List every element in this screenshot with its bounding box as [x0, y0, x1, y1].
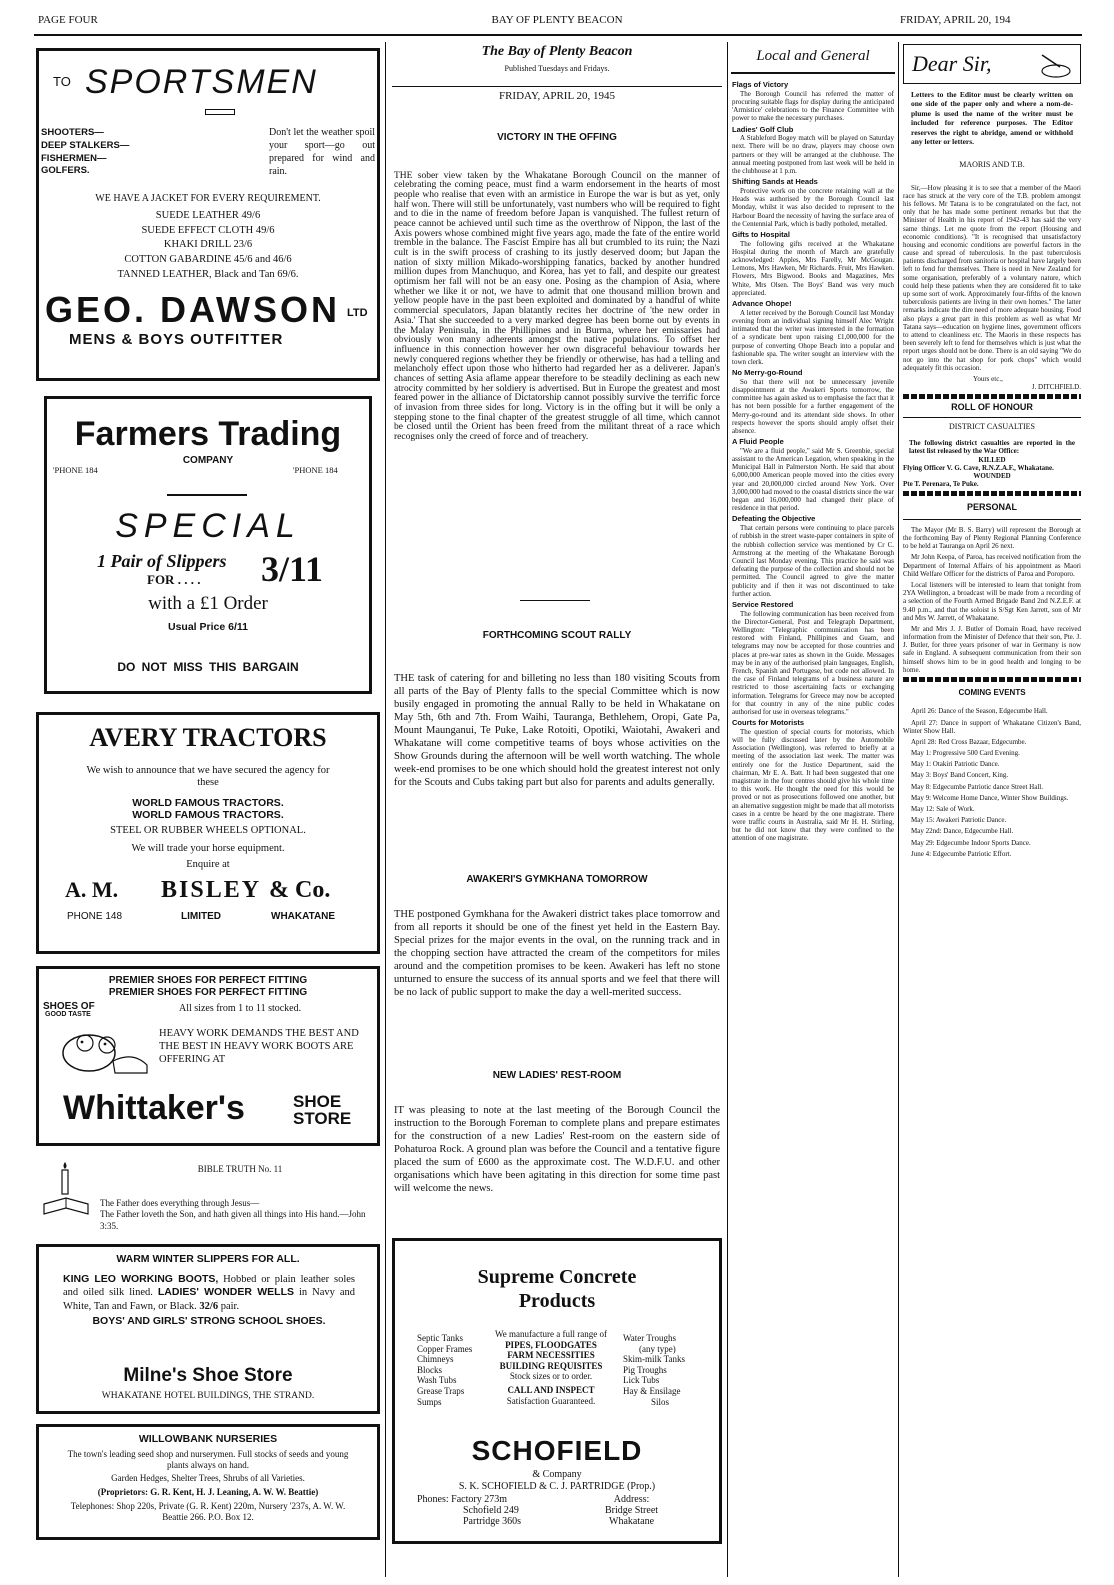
news-item: Flags of Victory The Borough Council has referred the matter of procuring suitable flags for display during the anticipated 'Armistice' celebrations to the Finance Committee with power to make the necessary purchases.: [732, 80, 894, 123]
event-item: April 26: Dance of the Season, Edgecumbe Hall.: [911, 707, 1048, 716]
news-item: Courts for Motorists The question of special courts for motorists, which will be fully discussed later by the Automobile Association (Wellington), was referred to briefly at a meeting of the association last week. The matter was entirely one for the Justice Department, said the chairman, Mr E. A. Batt. It had been suggested that one magistrate in the four centres should give his whole time to this work. He thought the need for this would be proved or not as prosecutions followed one another, but an alternative suggestion might be made that all motorists cases in a centre be heard by the one magistrate. There were traffic courts in Australia, said Mr H. H. Stirling, but he did not know that they were confined to the attention of one magistrate.: [732, 718, 894, 843]
personal-title: PERSONAL: [966, 502, 1017, 513]
event-item: April 27: Dance in support of Whakatane Citizen's Band, Winter Show Hall.: [903, 718, 1081, 735]
event-item: May 29: Edgecumbe Indoor Sports Dance.: [911, 838, 1031, 847]
ornament-icon: [205, 109, 235, 115]
right-column: Dear Sir, Letters to the Editor must be clearly written on one side of the paper only and where a nom-de-plume is used the name of the writer must be included for reference purposes. The Editor reserves the right to abridge, amend or withhold any letter or letters. MAORIS AND T.B. Sir,—How pleasing it is to see that a member of the Maori race has struck at the very core of the T.B. problem amongst his fellows. Mr Tatana is to be congratulated on the fact, not only that he has made some pertinent remarks but that the Minister of Health in his report of 1942-43 has said the very same things. Let me quote from the report (Housing and economic conditions). "It is recognised that unsatisfactory housing and economic conditions are powerful factors in the cause and spread of tuberculosis. In the past tuberculosis patients discharged from sanitoria or hospital have largely been left to fend for themselves. There is need in New Zealand for some organisation, preferably of a voluntary nature, which could help these patients when they are considered fit to take up some sort of work. Approximately four-fifths of the known tuberculosis patients are living in their own homes." The latter remarks indicate the dire need of more adequate housing. Food also plays a great part in this problem as well as what Mr Tatana says—education on hygiene lines, government officers to attend to cleanliness etc. The Maoris in these respects has been severely left to fend for themselves which is just what the report urges should not be done. There is an old saying "We do not go into the hat shop for pork chops" which would adequately fit this occasion. Yours etc., J. DITCHFIELD. ROLL OF HONOUR DISTRICT CASUALTIES The following district casualties are reported in the latest list released by the War Office: KILLED Flying Officer V. G. Cave, R.N.Z.A.F., Whakatane. WOUNDED Pte T. Perenara, Te Puke. PERSONAL The Mayor (Mr B. S. Barry) will represent the Borough at the forthcoming Bay of Plenty Regional Planning Conference to be held at Tauranga on April 26 next. Mr John Keepa, of Paroa, has received notification from the Department of Internal Affairs of his appointment as Maori Child Welfare Officer for the districts of Paroa and Poroporo. Local listeners will be interested to learn that tonight from 2YA Wellington, a broadcast will be made from a recording of a selection of the Fourth Armed Brigade Band 2nd N.Z.E.F. at 9.40 p.m., and that the soloist is S/Sgt Ken Jarrett, son of Mr and Mrs W. Jarrett, of Whakatane. Mr and Mrs J. J. Butler of Domain Road, have received information from the Minister of Defence that their son, Pte. J. J. Butler, for three years prisoner of war in Germany is now safe in England. A subsequent communication from their son himself shows him to be in good health and longing to be home. COMING EVENTS April 26: Dance of the Season, Edgecumbe Hall. April 27: Dance in support of Whakatane Citizen's Band, Winter Show Hall. April 28: Red Cross Bazaar, Edgecumbe. May 1: Progressive 500 Card Evening. May 1: Otakiri Patriotic Dance. May 3: Boys' Band Concert, King. May 8: Edgecumbe Patriotic dance Street Hall. May 9: Welcome Home Dance, Winter Show Buildings. May 12: Sale of Work. May 15: Awakeri Patriotic Dance. May 22nd: Dance, Edgecumbe Hall. May 29: Edgecumbe Indoor Sports Dance. June 4: Edgecumbe Patriotic Effort.: [903, 44, 1081, 1544]
header-rule: [34, 34, 1082, 36]
brand-name: GEO. DAWSON: [45, 289, 341, 330]
event-item: May 1: Progressive 500 Card Evening.: [911, 749, 1020, 758]
personal-item: The Mayor (Mr B. S. Barry) will represent the Borough at the forthcoming Bay of Plenty Regional Planning Conference to be held at Tauranga on April 26 next.: [903, 525, 1081, 551]
article-body: THE sober view taken by the Whakatane Borough Council on the manner of celebrating the coming peace, must find a warm endorsement in the hearts of most people who realise that even with an armistice in Europe the war is but as yet, only half won. There will still be unfortunately, vast numbers who will be required to fight and to die in the name of freedom before Japan is vanquished. The fullest return of peace cannot be achieved until such time as the overthrow of Nippon, the last of the Axis powers whose combined might five years ago, made the fate of the entire world tremble in the balance. The Fascist Empire has all but crumbled to its ruin; the Nazi cult is in the swift process of crashing to its justly deserved doom; but Japan the nation of sixty million Mikado-worshipping fanatics, backed by another hundred million dupes from Manchuquo, and Korea, has yet to fall, and despite our greatest optimism her fall will not be an easy one. Posing as the champion of Asia, where whether we like it or not, we have to admit that one thousand million brown and yellow people have in the past been exploited and dominated by a handful of white commercial speculators, Japan blatantly recites her doctrine of 'the new order in Asia.' That she succeeded to a very marked degree has been borne out by events in the Malay Peninsula, in the Phillipines and in Burma, where her emissaries had obviously won many adherents amongst the native populations. To offset her influence in this connection however her own disgraceful behaviour towards her newly conquered regions whether they be friendly or otherwise, has had a telling and melancholy effect upon those who hitherto had regarded her as a deliverer. Japan's chances of setting Asia aflame appear therefore to be steadily declining as each new atrocity committed by her soldiery is advertised. But in Europe the greatest and most feared power in the alliance of Dictatorship cannot possibly survive the terrific force of invasion from three sides for long. Victory is in the offing but it will be only a stepping stone to the final chapter of the greatest struggle of all time, which cannot be closed until the Orient has been freed from the militant threat of a race which recognises only the creed of force and of treachery.: [394, 170, 720, 443]
ad-price: 3/11: [261, 549, 324, 589]
event-item: May 12: Sale of Work.: [911, 805, 975, 814]
article-headline: VICTORY IN THE OFFING: [497, 132, 617, 143]
ad-willowbank: WILLOWBANK NURSERIES The town's leading seed shop and nurserymen. Full stocks of seeds and young plants always on hand. Garden Hedges, Shelter Trees, Shrubs of all Varieties. (Proprietors: G. R. Kent, H. J. Leaning, A. W. W. Beattie) Telephones: Shop 220s, Private (G. R. Kent) 220m, Nursery '237s, A. W. W. Beattie 266. P.O. Box 12.: [36, 1424, 380, 1540]
personal-item: Local listeners will be interested to learn that tonight from 2YA Wellington, a broadcast will be made from a recording of a selection of the Fourth Armed Brigade Band 2nd N.Z.E.F. at 9.40 p.m., and that the soloist is S/Sgt Ken Jarrett, son of Mr and Mrs W. Jarrett, of Whakatane.: [903, 580, 1081, 622]
letters-note: Letters to the Editor must be clearly written on one side of the paper only and where a nom-de-plume is used the name of the writer must be included for reference purposes. The Editor reserves the right to abridge, amend or withhold any letter or letters.: [911, 90, 1073, 146]
news-item: Defeating the Objective That certain persons were continuing to place parcels of rubbish in the street waste-paper containers in spite of the rubbish collection service was mentioned by Cr C. Armstrong at the meeting of the Whakatane Borough Council last Monday evening. This practice he said was defeating the purpose of the collection and should not be permitted. The Council agreed to give the matter publicity and if then it was not discontinued to take further action.: [732, 514, 894, 598]
column-divider: [727, 42, 728, 1577]
article-body: THE postponed Gymkhana for the Awakeri district takes place tomorrow and from all reports it should be one of the finest yet held in the Eastern Bay. Special prizes for the major events in the oval, on the running track and in the chopping section have attracted the cream of the competitors for miles around and the competition promises to be keen. Awakeri has left no stone unturned to ensure the success of its annual sports and we feel that there will be no lack of public support to make the day a well-merited success.: [394, 909, 720, 999]
ad-to: TO: [53, 74, 71, 89]
news-item: Gifts to Hospital The following gifts received at the Whakatane Hospital during the month of March are gratefully acknowledged: Apples, Mrs Farelly, Mr McGougan. Lemons, Mrs Hawken, Mr Richards. Fruit, Mrs Hawken. Flowers, Mrs Bigwood. Books and Magazines, Mrs White, Mrs Olsen. The Boys' Band was very much appreciated.: [732, 229, 894, 297]
ad-brand: SCHOFIELD: [471, 1435, 643, 1466]
product-list: Water Troughs (any type) Skim-milk Tanks Pig Troughs Lick Tubs Hay & Ensilage Silos: [623, 1333, 685, 1407]
ad-jacket: WE HAVE A JACKET FOR EVERY REQUIREMENT.: [95, 193, 321, 204]
ad-concrete: Supreme Concrete Products Septic Tanks Copper Frames Chimneys Blocks Wash Tubs Grease Traps Sumps We manufacture a full range of PIPES, FLOODGATES FARM NECESSITIES BUILDING REQUISITES Stock sizes or to order. CALL AND INSPECT Satisfaction Guaranteed. Water Troughs (any type) Skim-milk Tanks Pig Troughs Lick Tubs Hay & Ensilage Silos SCHOFIELD & Company S. K. SCHOFIELD & C. J. PARTRIDGE (Prop.) Phones: Factory 273m Schofield 249 Partridge 360s Address: Bridge Street Whakatane: [392, 1238, 722, 1544]
personal-item: Mr John Keepa, of Paroa, has received notification from the Department of Internal Affairs of his appointment as Maori Child Welfare Officer for the districts of Paroa and Poroporo.: [903, 553, 1081, 578]
article-headline: FORTHCOMING SCOUT RALLY: [482, 630, 632, 641]
ad-brand: Whittaker's: [63, 1089, 245, 1127]
ad-title: AVERY TRACTORS: [89, 723, 327, 752]
events-title: COMING EVENTS: [958, 688, 1026, 697]
page-header: [0, 6, 1114, 34]
event-item: April 28: Red Cross Bazaar, Edgecumbe.: [911, 737, 1027, 746]
news-item: A Fluid People "We are a fluid people," said Mr S. Greenbie, special assistant to the American Legation, when speaking in the Municipal Hall in Palmerston North. He said that about 6,000,000 American people moved into the cities every year and 20,000,000 circled around New York. Over 3,000,000 had moved to the coastal districts since the war began and 16,000,000 had changed their place of residence in that period.: [732, 437, 894, 513]
event-item: May 1: Otakiri Patriotic Dance.: [911, 760, 1000, 769]
divider: [167, 494, 247, 496]
news-item: Service Restored The following communication has been received from the Director-General, Post and Telegraph Department, Wellington: "Telegraphic communication has been restored with Finland, Phillipines and Guam, and telegrams may now be accepted for those countries and places at pre-war rates as shown in the Guide. Messages may be in any of the authorised plain languages, English, French, Spanish and Portugese, but code not allowed. In the case of Finland telegrams of a business nature are restricted to those ascertaining facts or exchanging information. Telegrams for Greece may now be accepted for that country in any of the nine public codes authorised for use in overseas telegrams.": [732, 599, 894, 716]
price-list: SUEDE LEATHER 49/6 SUEDE EFFECT CLOTH 49/6 KHAKI DRILL 23/6 COTTON GABARDINE 45/6 and 46/6 TANNED LEATHER, Black and Tan 69/6.: [117, 210, 299, 280]
news-item: Shifting Sands at Heads Protective work on the concrete retaining wall at the Heads was authorised by the Borough Council last Monday, whilst it was also decided to represent to the Harbour Board the necessity of having the surface area of the Centennial Park, which is badly potholed, metalled.: [732, 177, 894, 228]
local-news-list: [732, 78, 894, 1548]
ad-whittakers: PREMIER SHOES FOR PERFECT FITTING PREMIER SHOES FOR PERFECT FITTING SHOES OF GOOD TASTE All sizes from 1 to 11 stocked. HEAVY WORK DEMANDS THE BEST AND THE BEST IN HEAVY WORK BOOTS ARE OFFERING AT Whittaker's SHOE STORE: [36, 966, 380, 1146]
section-title: Local and General: [756, 48, 870, 64]
letter-body: Sir,—How pleasing it is to see that a member of the Maori race has struck at the very core of the T.B. problem amongst his fellows. Mr Tatana is to be congratulated on the fact, not only that he has made some pertinent remarks but that the Minister of Health in his report of 1942-43 has said the very same things. Let me quote from the report (Housing and economic conditions). "It is recognised that unsatisfactory housing and economic conditions are powerful factors in the cause and spread of tuberculosis. In the past tuberculosis patients discharged from sanitoria or hospital have largely been left to fend for themselves. There is need in New Zealand for some organisation, preferably of a voluntary nature, which could help these patients when they are considered fit to take up some sort of work. Approximately four-fifths of the known tuberculosis patients are living in their own homes." The latter remarks indicate the dire need of more adequate housing. Food also plays a great part in this problem as well as what Mr Tatana says—education on hygiene lines, government officers to attend to cleanliness etc. The Maoris in these respects has been severely left to fend for themselves which is just what the report urges should not be done. There is an old saying "We do not go into the hat shop for pork chops" which would adequately fit this occasion.: [903, 183, 1081, 372]
column-divider: [898, 42, 899, 1577]
bible-title: BIBLE TRUTH No. 11: [197, 1164, 283, 1174]
news-item: Advance Ohope! A letter received by the Borough Council last Monday evening from an individual signing himself Alec Wright intimated that the writer was interested in the formation of a syndicate bent upon raising £1,000,000 for the purpose of converting Ohope Beach into a popular and fashionable spa. The writer sought an interview with the town clerk.: [732, 299, 894, 366]
inkpot-pen-icon: [1034, 51, 1074, 79]
ad-title: Farmers Trading: [74, 415, 342, 453]
ad-avery-tractors: AVERY TRACTORS We wish to announce that we have secured the agency for these WORLD FAMOUS TRACTORS. WORLD FAMOUS TRACTORS. STEEL OR RUBBER WHEELS OPTIONAL. We will trade your horse equipment. Enquire at A. M. BISLEY & Co. PHONE 148 LIMITED WHAKATANE: [36, 712, 380, 954]
personal-item: Mr and Mrs J. J. Butler of Domain Road, have received information from the Minister of Defence that their son, Pte. J. J. Butler, for three years prisoner of war in Germany is now safe in England. A subsequent communication from their son himself shows him to be in good health and longing to be home.: [903, 624, 1081, 674]
event-item: May 9: Welcome Home Dance, Winter Show Buildings.: [911, 793, 1069, 802]
issue-date: FRIDAY, APRIL 20, 194: [900, 14, 1011, 26]
dogs-with-shoe-icon: [55, 1021, 155, 1077]
ad-pitch: Don't let the weather spoil your sport—go out prepared for wind and rain.: [269, 127, 375, 177]
news-item: No Merry-go-Round So that there will not be unnecessary juvenile disappointment at the Awakeri Sports tomorrow, the committee has again asked us to emphasise the fact that it has not been possible for a further engagement of the Merry-go-round and its attendant side shows. In other respects however the sports should amply offset their absence.: [732, 368, 894, 435]
event-item: May 15: Awakeri Patriotic Dance.: [911, 816, 1007, 825]
masthead-title: The Bay of Plenty Beacon: [481, 44, 633, 59]
article-body: IT was pleasing to note at the last meeting of the Borough Council the instruction to the Borough Foreman to complete plans and prepare estimates for the construction of a new Ladies' Rest-room on the eastern side of Pohaturoa Rock. A ground plan was before the Council and a tentative figure placed the sum of £600 as the approximate cost. The W.D.F.U. and other organisations which have been agitating in this direction for some time past will welcome the news.: [394, 1105, 720, 1195]
roll-title: ROLL OF HONOUR: [951, 402, 1033, 413]
article-headline: NEW LADIES' REST-ROOM: [492, 1070, 622, 1081]
ad-brand: BISLEY: [161, 877, 262, 903]
paper-name: BAY OF PLENTY BEACON: [491, 14, 623, 26]
letter-headline: MAORIS AND T.B.: [959, 160, 1025, 170]
article-body: THE task of catering for and billeting no less than 180 visiting Scouts from all parts of the Bay of Plenty falls to the special Committee which is now busily engaged in promoting the annual Rally to be held in Whakatane on May 5th, 6th and 7th. From Waihi, Tauranga, Bethlehem, Oropi, Gate Pa, Mount Maunganui, Te Puke, Lake Rotoiti, Opotiki, Waiotahi, Awakeri and Whakatane will come competitive teams of boys whose activities on the Show Grounds during the afternoon will be well worth watching. The whole week-end promises to be one which should hold the greatest interest not only for the Scouts and Cubs taking part but also for parents and adults generally.: [394, 673, 720, 789]
ad-brand: Milne's Shoe Store: [123, 1365, 293, 1386]
dear-sir-logo: Dear Sir,: [903, 44, 1081, 84]
ad-title: WARM WINTER SLIPPERS FOR ALL.: [116, 1253, 300, 1265]
brand-sub: MENS & BOYS OUTFITTER: [69, 331, 284, 348]
page-number: PAGE FOUR: [38, 14, 98, 26]
event-item: May 8: Edgecumbe Patriotic dance Street Hall.: [911, 782, 1043, 791]
ad-title: Supreme Concrete Products: [477, 1266, 637, 1312]
masthead: The Bay of Plenty Beacon Published Tuesdays and Fridays.: [392, 44, 722, 84]
masthead-date: FRIDAY, APRIL 20, 1945: [498, 90, 616, 102]
sport-list: SHOOTERS— DEEP STALKERS— FISHERMEN— GOLFERS.: [41, 127, 130, 177]
ad-sportsmen: TO SPORTSMEN SHOOTERS— DEEP STALKERS— FISHERMEN— GOLFERS. Don't let the weather spoil your sport—go out prepared for wind and rain. WE HAVE A JACKET FOR EVERY REQUIREMENT. SUEDE LEATHER 49/6 SUEDE EFFECT CLOTH 49/6 KHAKI DRILL 23/6 COTTON GABARDINE 45/6 and 46/6 TANNED LEATHER, Black and Tan 69/6. GEO. DAWSON LTD MENS & BOYS OUTFITTER: [36, 48, 380, 381]
event-item: May 22nd: Dance, Edgecumbe Hall.: [911, 827, 1014, 836]
ad-title: WILLOWBANK NURSERIES: [138, 1433, 278, 1445]
editorial-victory: [394, 124, 720, 579]
ad-milnes: WARM WINTER SLIPPERS FOR ALL. KING LEO WORKING BOOTS, Hobbed or plain leather soles and oiled silk lined. LADIES' WONDER WELLS in Navy and White, Tan and Fawn, or Black. 32/6 pair. BOYS' AND GIRLS' STRONG SCHOOL SHOES. Milne's Shoe Store WHAKATANE HOTEL BUILDINGS, THE STRAND.: [36, 1244, 380, 1414]
event-item: June 4: Edgecumbe Patriotic Effort.: [911, 849, 1012, 858]
ad-farmers-trading: Farmers Trading COMPANY 'PHONE 184 'PHONE 184 SPECIAL 1 Pair of Slippers FOR . . . . 3/11 with a £1 Order Usual Price 6/11 DO NOT MISS THIS BARGAIN: [44, 396, 372, 694]
column-divider: [385, 42, 386, 1577]
ad-special: SPECIAL: [115, 507, 301, 545]
letter-signature: J. DITCHFIELD.: [1031, 383, 1081, 392]
events-list: [903, 707, 1081, 858]
news-item: Ladies' Golf Club A Stableford Bogey match will be played on Saturday next. There will be no draw, players may choose own partners or they will be arranged at the clubhouse. The annual meeting postponed from last week will be held in the clubhouse at 1 p.m.: [732, 124, 894, 176]
ad-title: SPORTSMEN: [85, 63, 318, 101]
event-item: May 3: Boys' Band Concert, King.: [911, 771, 1009, 780]
candle-book-icon: [40, 1158, 96, 1218]
article-headline: AWAKERI'S GYMKHANA TOMORROW: [466, 874, 648, 885]
product-list: Septic Tanks Copper Frames Chimneys Blocks Wash Tubs Grease Traps Sumps: [417, 1333, 473, 1407]
